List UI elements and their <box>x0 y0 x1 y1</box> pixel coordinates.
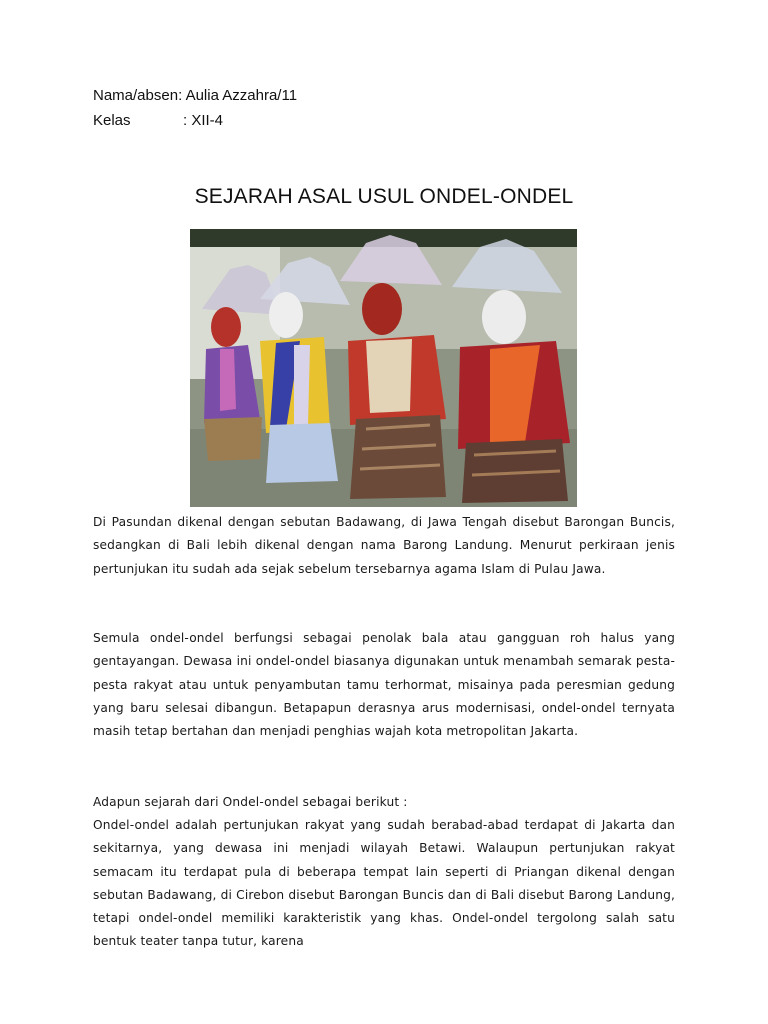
student-name-line <box>93 87 297 104</box>
ondel-ondel-photo <box>190 229 577 507</box>
document-title: SEJARAH ASAL USUL ONDEL-ONDEL <box>194 185 574 209</box>
student-class-line <box>93 112 223 129</box>
class-value: : XII-4 <box>183 112 224 129</box>
paragraph-3: Adapun sejarah dari Ondel-ondel sebagai berikut : <box>93 795 408 809</box>
class-label: Kelas <box>93 112 131 129</box>
name-label: Nama/absen <box>93 87 179 104</box>
name-value: : Aulia Azzahra/11 <box>178 87 298 104</box>
paragraph-4: Ondel-ondel adalah pertunjukan rakyat yang sudah berabad-abad terdapat di Jakarta dan sekitarnya, yang dewasa ini menjadi wilayah Betawi. Walaupun pertunjukan rakyat semacam itu terdapat pula di beberapa tempat lain seperti di Priangan dikenal dengan sebutan Badawang, di Cirebon disebut Barongan Buncis dan di Bali disebut Barong Landung, tetapi ondel-ondel memiliki karakteristik yang khas. Ondel-ondel tergolong salah satu bentuk teater tanpa tutur, karena <box>93 818 675 949</box>
paragraph-2: Semula ondel-ondel berfungsi sebagai penolak bala atau gangguan roh halus yang gentayangan. Dewasa ini ondel-ondel biasanya digunakan untuk menambah semarak pesta- pesta rakyat atau untuk penyambutan tamu terhormat, misainya pada peresmian gedung yang baru selesai dibangun. Betapapun derasnya arus modernisasi, ondel-ondel ternyata masih tetap bertahan dan menjadi penghias wajah kota metropolitan Jakarta. <box>93 631 675 739</box>
paragraph-1: Di Pasundan dikenal dengan sebutan Badawang, di Jawa Tengah disebut Barongan Buncis, sedangkan di Bali lebih dikenal dengan nama Barong Landung. Menurut perkiraan jenis pertunjukan itu sudah ada sejak sebelum tersebarnya agama Islam di Pulau Jawa. <box>93 515 675 576</box>
